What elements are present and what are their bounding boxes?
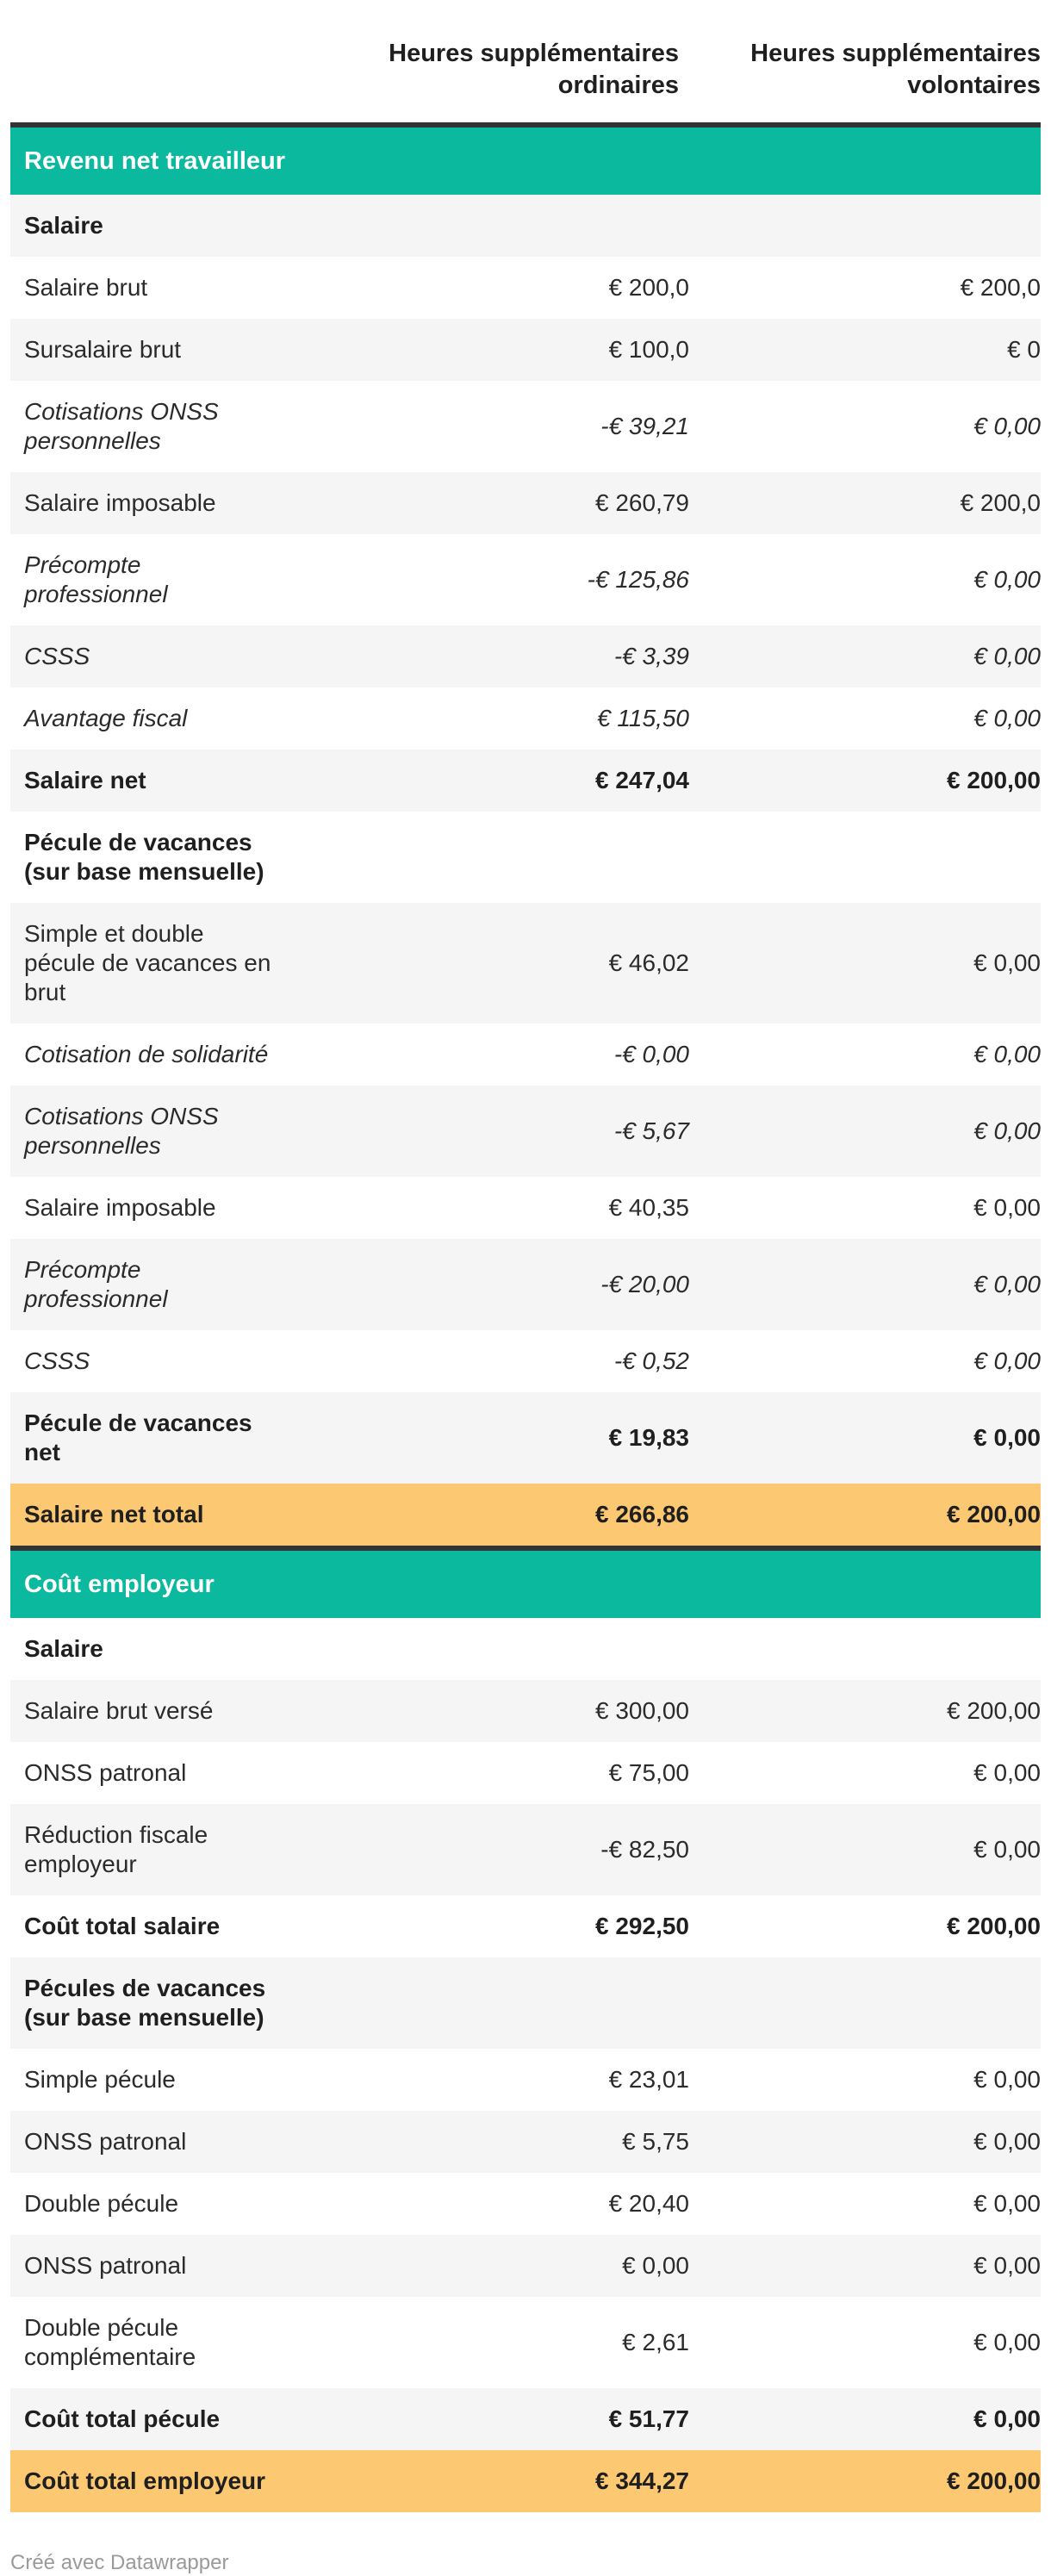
value-ordinaires: € 247,04 — [595, 767, 689, 793]
value-volontaires: € 200,00 — [947, 767, 1041, 793]
row-label: Pécule de vacances (sur base mensuelle) — [24, 829, 264, 885]
table-row — [10, 2049, 1041, 2111]
value-volontaires: € 0,00 — [973, 2066, 1041, 2093]
value-ordinaires: -€ 125,86 — [587, 566, 689, 593]
row-label: Double pécule — [24, 2190, 179, 2217]
table-row — [10, 257, 1041, 319]
datawrapper-credit-link[interactable]: Créé avec Datawrapper — [10, 2551, 229, 2574]
value-ordinaires — [289, 841, 689, 874]
value-volontaires: € 0,00 — [973, 413, 1041, 439]
row-label: Précompte professionnel — [24, 1256, 168, 1312]
value-volontaires: € 0,00 — [973, 1836, 1041, 1863]
value-volontaires: € 0,00 — [973, 1759, 1041, 1786]
column-header-volontaires: Heures supplémentaires volontaires — [750, 40, 1041, 99]
table-row — [10, 1177, 1041, 1239]
table-row — [10, 381, 1041, 472]
row-label: Double pécule complémentaire — [24, 2314, 196, 2370]
value-ordinaires: € 46,02 — [608, 949, 689, 976]
table-row — [10, 1330, 1041, 1392]
table-row — [10, 1895, 1041, 1957]
table-row — [10, 688, 1041, 750]
value-volontaires: € 200,00 — [947, 1697, 1041, 1724]
table-row — [10, 1239, 1041, 1330]
row-label: Cotisations ONSS personnelles — [24, 398, 219, 454]
value-volontaires: € 0,00 — [973, 2190, 1041, 2217]
table-row — [10, 472, 1041, 534]
value-ordinaires: € 40,35 — [608, 1194, 689, 1221]
value-ordinaires: € 266,86 — [595, 1501, 689, 1528]
value-volontaires: € 200,0 — [960, 489, 1041, 516]
value-volontaires: € 0,00 — [973, 2329, 1041, 2355]
value-volontaires: € 200,00 — [947, 1913, 1041, 1939]
value-ordinaires: € 2,61 — [622, 2329, 689, 2355]
value-volontaires: € 0,00 — [973, 1194, 1041, 1221]
value-volontaires — [689, 1633, 1041, 1665]
value-ordinaires: € 5,75 — [622, 2128, 689, 2155]
value-ordinaires: -€ 82,50 — [600, 1836, 689, 1863]
value-ordinaires: € 23,01 — [608, 2066, 689, 2093]
row-label: Salaire net — [24, 767, 146, 793]
row-label: Salaire imposable — [24, 489, 216, 516]
value-ordinaires: -€ 39,21 — [600, 413, 689, 439]
value-ordinaires: € 115,50 — [597, 705, 689, 731]
column-header-row — [10, 38, 1041, 102]
row-label: Cotisations ONSS personnelles — [24, 1103, 219, 1159]
section-title: Coût employeur — [24, 1571, 215, 1598]
row-label: Salaire — [24, 1635, 103, 1662]
row-label: ONSS patronal — [24, 2252, 187, 2279]
table-row — [10, 1024, 1041, 1086]
value-ordinaires: € 300,00 — [595, 1697, 689, 1724]
row-label: Avantage fiscal — [24, 705, 188, 731]
table-row — [10, 750, 1041, 812]
value-volontaires: € 0,00 — [973, 1347, 1041, 1374]
value-volontaires: € 0,00 — [973, 566, 1041, 593]
subheader-row — [10, 812, 1041, 903]
row-label: Pécules de vacances (sur base mensuelle) — [24, 1975, 266, 2031]
row-label: Pécule de vacances net — [24, 1409, 252, 1465]
row-label: Salaire net total — [24, 1501, 204, 1528]
row-label: Coût total employeur — [24, 2467, 266, 2494]
value-ordinaires: -€ 3,39 — [613, 643, 689, 669]
row-label: Simple pécule — [24, 2066, 176, 2093]
row-label: Précompte professionnel — [24, 551, 168, 607]
value-volontaires — [689, 209, 1041, 242]
salary-table — [10, 122, 1041, 2512]
value-ordinaires: € 19,83 — [608, 1424, 689, 1451]
value-ordinaires: € 100,0 — [608, 336, 689, 363]
value-volontaires: € 0,00 — [973, 705, 1041, 731]
table-row — [10, 1392, 1041, 1484]
value-ordinaires: -€ 0,52 — [613, 1347, 689, 1374]
value-ordinaires — [289, 209, 689, 242]
value-volontaires: € 200,00 — [947, 2467, 1041, 2494]
subheader-row — [10, 1618, 1041, 1680]
row-label: Salaire — [24, 212, 103, 239]
value-ordinaires — [289, 1633, 689, 1665]
column-header-ordinaires: Heures supplémentaires ordinaires — [389, 40, 679, 99]
table-row — [10, 2388, 1041, 2450]
value-volontaires: € 0,00 — [973, 949, 1041, 976]
table-row — [10, 1742, 1041, 1804]
row-label: Sursalaire brut — [24, 336, 182, 363]
table-row — [10, 1086, 1041, 1177]
table-row — [10, 319, 1041, 381]
row-label: Simple et double pécule de vacances en brut — [24, 920, 271, 1005]
section-header-row — [10, 1546, 1041, 1618]
table-row — [10, 534, 1041, 625]
row-label: Salaire brut versé — [24, 1697, 214, 1724]
value-volontaires — [689, 841, 1041, 874]
row-label: Coût total salaire — [24, 1913, 221, 1939]
section-header-row — [10, 122, 1041, 195]
table-row — [10, 2173, 1041, 2235]
value-ordinaires: € 200,0 — [608, 274, 689, 301]
row-label: CSSS — [24, 1347, 90, 1374]
value-ordinaires: € 75,00 — [608, 1759, 689, 1786]
value-volontaires: € 0,00 — [973, 2252, 1041, 2279]
value-ordinaires: -€ 20,00 — [600, 1271, 689, 1297]
value-volontaires: € 0,00 — [973, 1041, 1041, 1067]
table-row — [10, 1484, 1041, 1546]
row-label: Salaire brut — [24, 274, 148, 301]
value-volontaires: € 0,00 — [973, 2128, 1041, 2155]
table-row — [10, 903, 1041, 1024]
value-volontaires: € 0,00 — [973, 1117, 1041, 1144]
value-ordinaires: € 0,00 — [622, 2252, 689, 2279]
value-ordinaires: € 20,40 — [608, 2190, 689, 2217]
row-label: CSSS — [24, 643, 90, 669]
table-row — [10, 2235, 1041, 2297]
value-ordinaires: € 51,77 — [608, 2405, 689, 2432]
value-ordinaires: -€ 0,00 — [613, 1041, 689, 1067]
value-ordinaires: € 292,50 — [595, 1913, 689, 1939]
value-volontaires: € 0,00 — [973, 643, 1041, 669]
value-volontaires — [689, 1987, 1041, 2019]
table-row — [10, 1804, 1041, 1895]
value-volontaires: € 200,00 — [947, 1501, 1041, 1528]
subheader-row — [10, 1957, 1041, 2049]
row-label: Cotisation de solidarité — [24, 1041, 269, 1067]
table-row — [10, 2450, 1041, 2512]
row-label: ONSS patronal — [24, 2128, 187, 2155]
table-row — [10, 2111, 1041, 2173]
row-label: Réduction fiscale employeur — [24, 1821, 208, 1877]
value-volontaires: € 0,00 — [973, 1424, 1041, 1451]
value-ordinaires: € 260,79 — [595, 489, 689, 516]
value-volontaires: € 0,00 — [973, 1271, 1041, 1297]
section-title: Revenu net travailleur — [24, 147, 285, 175]
table-row — [10, 2297, 1041, 2388]
subheader-row — [10, 195, 1041, 257]
value-volontaires: € 0,00 — [973, 2405, 1041, 2432]
value-volontaires: € 0 — [1007, 336, 1041, 363]
row-label: Salaire imposable — [24, 1194, 216, 1221]
row-label: Coût total pécule — [24, 2405, 221, 2432]
footer — [10, 2550, 1041, 2576]
value-ordinaires: -€ 5,67 — [613, 1117, 689, 1144]
row-label: ONSS patronal — [24, 1759, 187, 1786]
table-row — [10, 625, 1041, 688]
value-ordinaires — [289, 1987, 689, 2019]
value-volontaires: € 200,0 — [960, 274, 1041, 301]
table-row — [10, 1680, 1041, 1742]
value-ordinaires: € 344,27 — [595, 2467, 689, 2494]
